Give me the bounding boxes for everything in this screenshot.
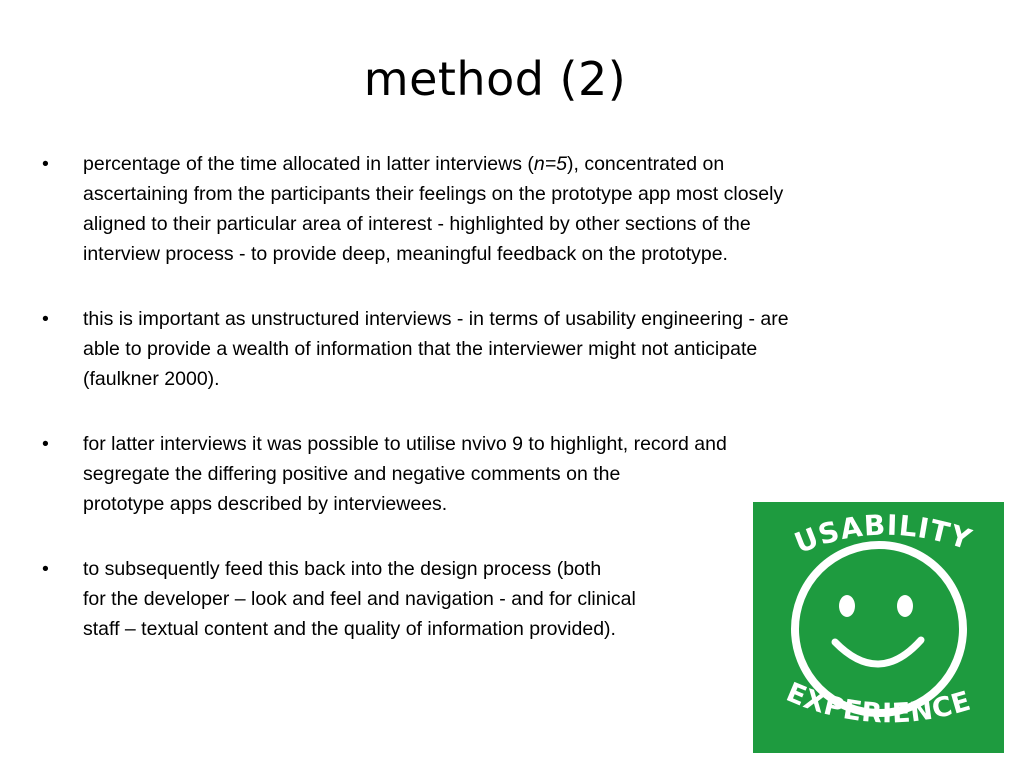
bullet-marker: • (42, 153, 49, 175)
bullet-line: percentage of the time allocated in latter interviews (n=5), concentrated on (83, 153, 725, 175)
bullet-line: interview process - to provide deep, meaningful feedback on the prototype. (83, 243, 728, 265)
bullet-marker: • (42, 433, 49, 455)
bullet-line: ascertaining from the participants their feelings on the prototype app most closely (83, 183, 784, 205)
bullet-line: (faulkner 2000). (83, 368, 220, 390)
bullet-line: aligned to their particular area of interest - highlighted by other sections of the (83, 213, 751, 235)
bullet-line: able to provide a wealth of information that the interviewer might not anticipate (83, 338, 758, 360)
bullet-item (42, 149, 922, 269)
bullet-line: for the developer – look and feel and navigation - and for clinical (83, 588, 636, 610)
badge-top-text: USABILITY (789, 508, 977, 560)
bullet-line: staff – textual content and the quality of information provided). (83, 618, 616, 640)
bullet-item (42, 304, 922, 394)
bullet-line: this is important as unstructured interviews - in terms of usability engineering - are (83, 308, 789, 330)
usability-experience-badge (753, 502, 1004, 753)
sample-size: n=5 (533, 153, 567, 175)
bullet-marker: • (42, 308, 49, 330)
bullet-line: for latter interviews it was possible to utilise nvivo 9 to highlight, record and (83, 433, 727, 455)
bullet-line: to subsequently feed this back into the design process (both (83, 558, 602, 580)
badge-bottom-text: EXPERIENCE (781, 676, 975, 730)
bullet-line: prototype apps described by interviewees. (83, 493, 448, 515)
bullet-line: segregate the differing positive and negative comments on the (83, 463, 621, 485)
smiley-right-eye (897, 595, 913, 617)
smiley-left-eye (839, 595, 855, 617)
bullet-marker: • (42, 558, 49, 580)
slide-title: method (2) (363, 52, 627, 106)
